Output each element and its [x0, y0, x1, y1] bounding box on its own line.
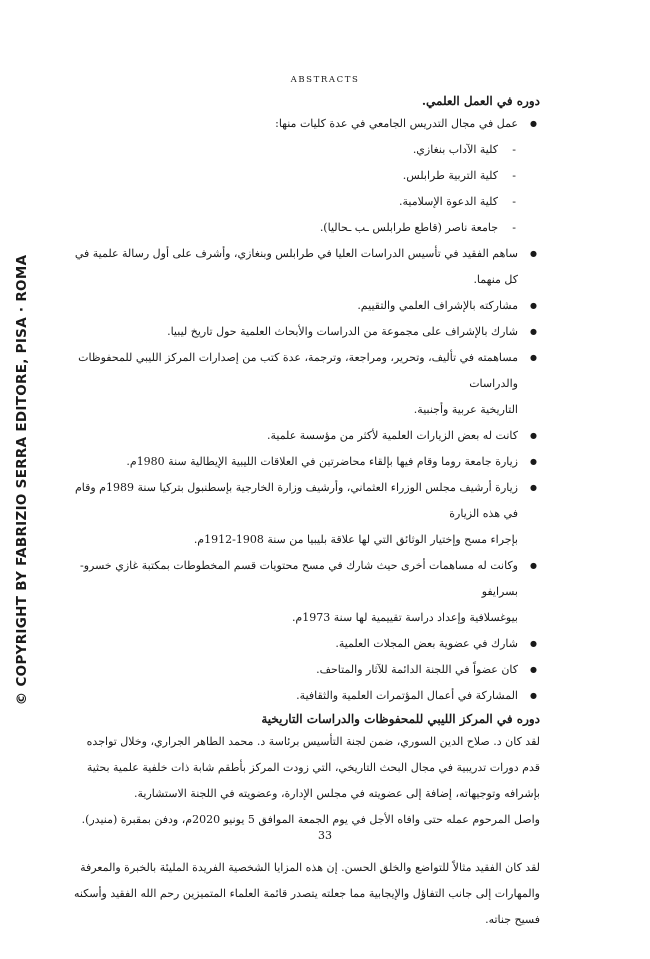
list-item [72, 345, 540, 423]
list-item [72, 475, 540, 553]
list-item-line: بيوغسلافية وإعداد دراسة تقييمية لها سنة 1973م. [291, 611, 518, 624]
list-item-line: ● مساهمته في تأليف، وتحرير، ومراجعة، وترجمة، عدة كتب من إصدارات المركز الليبي للمحفوظات والدراسات [78, 351, 518, 390]
list-item: ● كانت له بعض الزيارات العلمية لأكثر من مؤسسة علمية. [72, 423, 540, 449]
list-item: ● كان عضواً في اللجنة الدائمة للآثار والمتاحف. [72, 657, 540, 683]
list-item-line: ● وكانت له مساهمات أخرى حيث شارك في مسح محتويات قسم المخطوطات بمكتبة غازي خسرو-بسرايفو [80, 559, 518, 598]
running-head: ABSTRACTS [290, 75, 360, 85]
list-item [72, 553, 540, 631]
list-subitem: - جامعة ناصر (قاطع طرابلس ـب ـحاليا). [72, 215, 540, 241]
paragraph: لقد كان الفقيد مثالاً للتواضع والخلق الحسن. إن هذه المزايا الشخصية الفريدة المليئة بالخبرة والمعرفة والمهارات إلى جانب التفاؤل والإيجابية مما جعلته يتصدر قائمة العلماء المتميزين رحم الله الفقيد وأسكنه فسيح جناته. [73, 861, 540, 926]
page-number: 33 [318, 829, 332, 842]
list-item: ● المشاركة في أعمال المؤتمرات العلمية والثقافية. [72, 683, 540, 709]
list-item-line: ● زيارة أرشيف مجلس الوزراء العثماني، وأرشيف وزارة الخارجية بإسطنبول بتركيا سنة 1989م وقام في هذه الزيارة [74, 481, 518, 520]
paragraph: واصل المرحوم عمله حتى وافاه الأجل في يوم الجمعة الموافق 5 يونيو 2020م، ودفن بمقبرة (منيدر). [81, 813, 540, 826]
list-item: ● مشاركته بالإشراف العلمي والتقييم. [72, 293, 540, 319]
list-item-line: بإجراء مسح وإختيار الوثائق التي لها علاقة بليبيا من سنة 1908-1912م. [193, 533, 518, 546]
list-subitem: - كلية الآداب بنغازي. [72, 137, 540, 163]
copyright-sidebar: © COPYRIGHT BY FABRIZIO SERRA EDITORE, PISA · ROMA [14, 254, 30, 706]
list-item: ● زيارة جامعة روما وقام فيها بإلقاء محاضرتين في العلاقات الليبية الإيطالية سنة 1980م. [72, 449, 540, 475]
list-item: ● عمل في مجال التدريس الجامعي في عدة كليات منها: [72, 111, 540, 137]
page-body [72, 91, 540, 933]
list-item: ● شارك في عضوية بعض المجلات العلمية. [72, 631, 540, 657]
section-heading-libyan-center: دوره في المركز الليبي للمحفوظات والدراسات التاريخية [261, 712, 540, 726]
scientific-work-list [72, 111, 540, 709]
section-heading-scientific-work: دوره في العمل العلمي. [421, 94, 540, 108]
paragraph: لقد كان د. صلاح الدين السوري، ضمن لجنة التأسيس برئاسة د. محمد الطاهر الجراري، وخلال تواجده قدم دورات تدريبية في مجال البحث التاريخي، التي زودت المركز بأطقم شابة ذات خلفية علمية بحثية بإشرافه وتوجيهاته، إضافة إلى عضويته في مجلس الإدارة، وعضويته في اللجنة الاستشارية. [86, 735, 540, 800]
list-item: ● شارك بالإشراف على مجموعة من الدراسات والأبحاث العلمية حول تاريخ ليبيا. [72, 319, 540, 345]
list-item: ● ساهم الفقيد في تأسيس الدراسات العليا في طرابلس وبنغازي، وأشرف على أول رسالة علمية في كل منهما. [72, 241, 540, 293]
list-subitem: - كلية التربية طرابلس. [72, 163, 540, 189]
list-subitem: - كلية الدعوة الإسلامية. [72, 189, 540, 215]
list-item-line: التاريخية عربية وأجنبية. [413, 403, 518, 416]
